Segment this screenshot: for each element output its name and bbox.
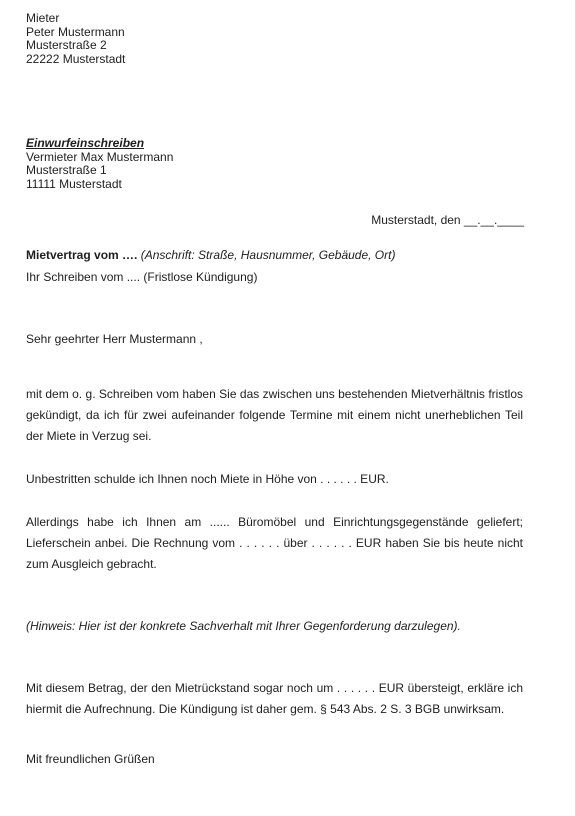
recipient-street: Musterstraße 1	[26, 163, 107, 177]
recipient-name: Vermieter Max Mustermann	[26, 149, 174, 164]
sender-name: Peter Mustermann	[26, 24, 125, 39]
subject-hint: (Anschrift: Straße, Hausnummer, Gebäude, Ort)	[137, 248, 396, 262]
subject-main: Mietvertrag vom ….	[26, 248, 138, 262]
recipient-city: 11111 Musterstadt	[26, 176, 122, 191]
hint-note: (Hinweis: Hier ist der konkrete Sachverhalt mit Ihrer Gegenforderung darzulegen).	[26, 619, 461, 633]
subject-reference: Ihr Schreiben vom .... (Fristlose Kündigung)	[26, 270, 258, 284]
delivery-method: Einwurfeinschreiben	[26, 136, 145, 150]
sender-role: Mieter	[26, 11, 60, 25]
paragraph-offset: Mit diesem Betrag, der den Mietrückstand sogar noch um . . . . . . EUR übersteigt, erkläre ich hiermit die Aufrechnung. Die Kündigung ist daher gem. § 543 Abs. 2 S. 3 BGB unwirksam.	[26, 681, 523, 716]
paragraph-termination: mit dem o. g. Schreiben vom haben Sie das zwischen uns bestehenden Mietverhältnis fristlos gekündigt, da ich für zwei aufeinander folgende Termine mit einem nicht unerheblichen Teil der Miete in Verzug sei.	[26, 387, 523, 443]
date-line: Musterstadt, den __.__.____	[371, 213, 524, 227]
subject-line	[26, 248, 395, 262]
salutation: Sehr geehrter Herr Mustermann ,	[26, 332, 203, 346]
paragraph-counterclaim: Allerdings habe ich Ihnen am ...... Büromöbel und Einrichtungsgegenstände geliefert; Lieferschein anbei. Die Rechnung vom . . . . . . über . . . . . . EUR haben Sie bis heute nicht zum Ausgleich gebracht.	[26, 515, 523, 571]
closing: Mit freundlichen Grüßen	[26, 752, 155, 766]
paragraph-debt: Unbestritten schulde ich Ihnen noch Miete in Höhe von . . . . . . EUR.	[26, 472, 389, 486]
sender-address	[26, 12, 125, 66]
recipient-address	[26, 137, 173, 191]
sender-city: 22222 Musterstadt	[26, 51, 126, 66]
sender-street: Musterstraße 2	[26, 38, 107, 52]
